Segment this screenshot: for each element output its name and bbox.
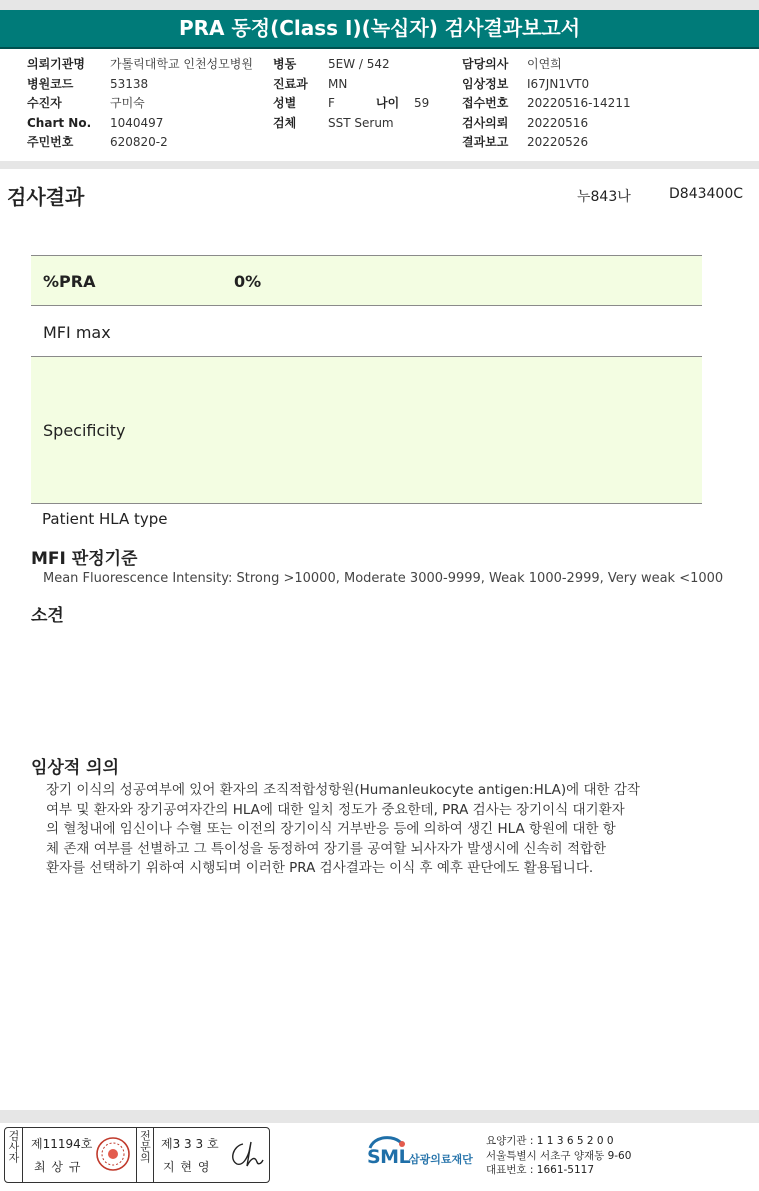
paragraph-line: 체 존재 여부를 선별하고 그 특이성을 동정하여 장기를 공여할 뇌사자가 발생시에 신속히 적합한 bbox=[46, 840, 607, 857]
paragraph-line: 여부 및 환자와 장기공여자간의 HLA에 대한 일치 정도가 중요한데, PRA 검사는 장기이식 대기환자 bbox=[46, 801, 625, 818]
specialist-name: 지 현 영 bbox=[163, 1160, 211, 1174]
bottom-gray-band bbox=[0, 1110, 759, 1123]
org-contact bbox=[486, 1134, 631, 1178]
specialist-label-text: 전문의 bbox=[138, 1130, 152, 1163]
value-report-date: 20220526 bbox=[527, 135, 589, 149]
value-patient-name: 구미숙 bbox=[110, 96, 145, 110]
specialist-no: 제3 3 3 호 bbox=[161, 1137, 219, 1151]
value-department: MN bbox=[328, 76, 348, 91]
patient-info-col2 bbox=[273, 55, 429, 133]
label-receipt-no: 접수번호 bbox=[462, 96, 509, 110]
clinical-significance-title: 임상적 의의 bbox=[31, 758, 120, 778]
specificity-label: Specificity bbox=[43, 421, 126, 440]
org-address: 서울특별시 서초구 양재동 9-60 bbox=[486, 1149, 632, 1162]
label-resident-no: 주민번호 bbox=[27, 135, 74, 149]
label-chart-no: Chart No. bbox=[27, 115, 92, 130]
label-patient-name: 수진자 bbox=[27, 96, 62, 110]
label-department: 진료과 bbox=[273, 76, 308, 91]
paragraph-line: 의 혈청내에 임신이나 수혈 또는 이전의 장기이식 거부반응 등에 의하여 생긴 HLA 항원에 대한 항 bbox=[46, 821, 616, 837]
value-request-date: 20220516 bbox=[527, 115, 589, 130]
result-code-1: 누843나 bbox=[577, 189, 631, 205]
table-line bbox=[31, 255, 702, 256]
examiner-label-text: 검사자 bbox=[7, 1130, 20, 1163]
value-age: 59 bbox=[414, 96, 430, 110]
examiner-no: 제11194호 bbox=[31, 1137, 93, 1151]
label-clinical-info: 임상정보 bbox=[462, 76, 509, 91]
mfi-criteria-title: MFI 판정기준 bbox=[31, 549, 138, 569]
examiner-seal-icon bbox=[95, 1136, 131, 1172]
value-hospital-code: 53138 bbox=[110, 76, 149, 91]
pra-row bbox=[31, 256, 702, 305]
paragraph-line: 장기 이식의 성공여부에 있어 환자의 조직적합성항원(Humanleukocyte antigen:HLA)에 대한 감작 bbox=[46, 782, 640, 798]
mfi-criteria-text: Mean Fluorescence Intensity: Strong >10000, Moderate 3000-9999, Weak 1000-2999, Very weak <1000 bbox=[43, 571, 724, 586]
value-institution: 가톨릭대학교 인천성모병원 bbox=[110, 57, 253, 71]
specificity-row bbox=[31, 357, 702, 503]
patient-info-col1 bbox=[27, 55, 253, 153]
signature-icon bbox=[225, 1138, 265, 1172]
value-sex: F bbox=[328, 96, 335, 110]
value-resident-no: 620820-2 bbox=[110, 135, 168, 149]
clinical-significance-text bbox=[46, 781, 696, 879]
org-phone: 대표번호 : 1661-5117 bbox=[486, 1164, 595, 1176]
pra-value: 0% bbox=[234, 272, 262, 291]
label-doctor: 담당의사 bbox=[462, 57, 509, 71]
label-report-date: 결과보고 bbox=[462, 135, 509, 149]
table-line bbox=[31, 356, 702, 357]
label-hospital-code: 병원코드 bbox=[27, 76, 74, 91]
label-specimen: 검체 bbox=[273, 115, 297, 130]
sml-logo-text: SML bbox=[367, 1146, 411, 1168]
value-ward: 5EW / 542 bbox=[328, 57, 390, 71]
results-section-title: 검사결과 bbox=[7, 185, 85, 209]
signature-box bbox=[4, 1127, 270, 1183]
pra-label: %PRA bbox=[43, 272, 96, 291]
label-institution: 의뢰기관명 bbox=[27, 57, 85, 71]
label-age: 나이 bbox=[376, 96, 400, 110]
table-line bbox=[31, 305, 702, 306]
paragraph-line: 환자를 선택하기 위하여 시행되며 이러한 PRA 검사결과는 이식 후 예후 판단에도 활용됩니다. bbox=[46, 860, 594, 876]
label-sex: 성별 bbox=[273, 96, 297, 110]
mfi-max-label: MFI max bbox=[43, 323, 111, 342]
label-request-date: 검사의뢰 bbox=[462, 115, 509, 130]
value-clinical-info: I67JN1VT0 bbox=[527, 76, 590, 91]
value-receipt-no: 20220516-14211 bbox=[527, 96, 631, 110]
table-line bbox=[31, 503, 702, 504]
care-code: 요양기관 : 1 1 3 6 5 2 0 0 bbox=[486, 1135, 614, 1147]
separator-band bbox=[0, 161, 759, 169]
report-title: PRA 동정(Class I)(녹십자) 검사결과보고서 bbox=[0, 10, 759, 49]
org-name: 삼광의료재단 bbox=[409, 1153, 473, 1166]
examiner-name: 최 상 규 bbox=[34, 1160, 82, 1174]
value-specimen: SST Serum bbox=[328, 115, 394, 130]
top-gray-band bbox=[0, 0, 759, 10]
patient-hla-label: Patient HLA type bbox=[42, 510, 168, 528]
specialist-label bbox=[136, 1128, 154, 1182]
result-code-2: D843400C bbox=[669, 186, 743, 202]
value-chart-no: 1040497 bbox=[110, 115, 164, 130]
patient-info-col3 bbox=[462, 55, 631, 153]
examiner-label bbox=[5, 1128, 23, 1182]
opinion-title: 소견 bbox=[31, 606, 64, 626]
value-doctor: 이연희 bbox=[527, 57, 562, 71]
label-ward: 병동 bbox=[273, 57, 297, 71]
